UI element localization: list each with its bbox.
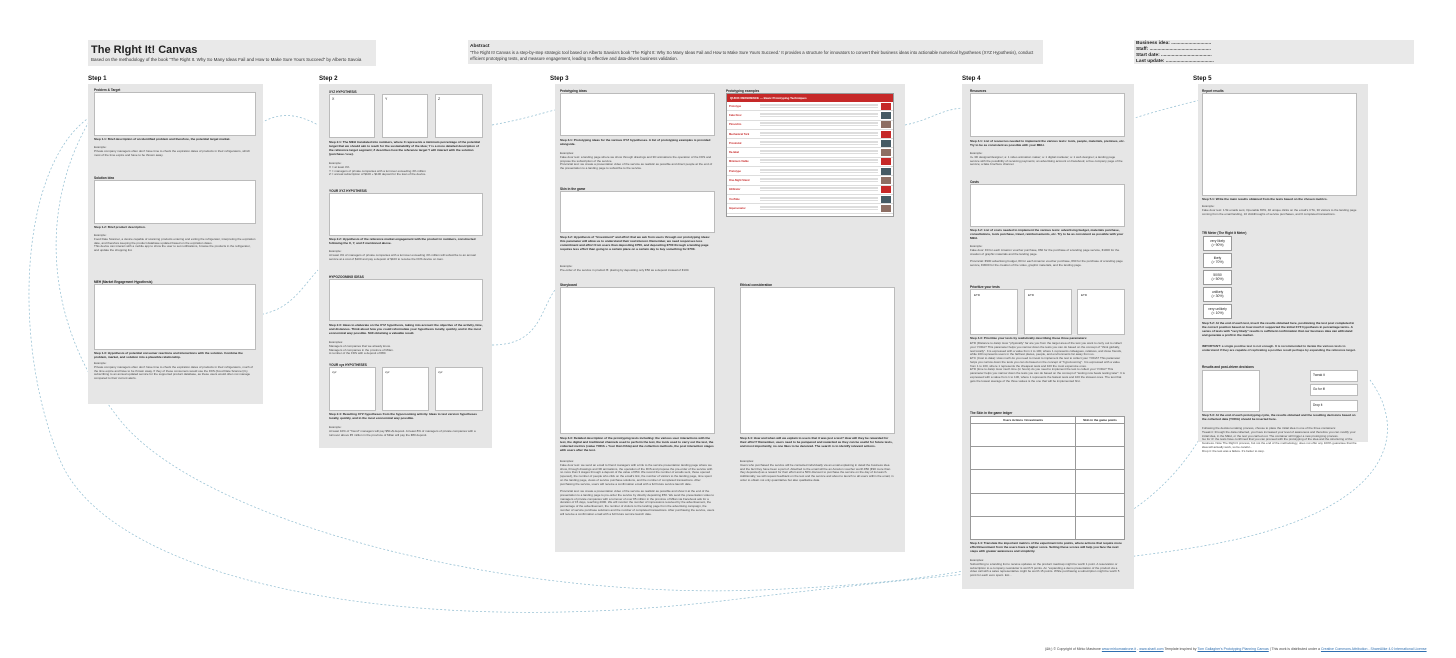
step-3-2-example: Example: Pre-order of the service in product B: placing by depositing only €50 as a deposit instead of €100. xyxy=(560,264,690,272)
tri-meter-unlikely[interactable]: unlikely (> 30%) xyxy=(1203,287,1232,302)
solution-idea-box[interactable] xyxy=(94,180,256,224)
step-4-1-prompt: Step 4.1: List of resources needed to implement the various tests: tools, people, materials, premises, etc. Try to be as consistent as possible with your MEH. xyxy=(970,139,1125,147)
poster-row-thumb xyxy=(881,121,891,128)
y-label: Y xyxy=(385,97,388,101)
poster-row-lines xyxy=(760,122,878,127)
step-3-4-prompt: Step 3.4: How and when will we explain to users that it was just a test? How will they be rewarded for their effort? Remember, users need to be pampered and rewarded as they can be useful for future tests, and most importantly, no one likes to be deceived. The search is to identify relevant actions. xyxy=(740,436,893,448)
test-priority-box-3[interactable] xyxy=(1077,289,1125,335)
poster-row xyxy=(727,176,893,185)
step-3-1-prompt: Step 3.1: Prototyping ideas for the various XYZ hypotheses. A list of prototyping examples is provided alongside. xyxy=(560,138,711,146)
poster-row-lines xyxy=(760,141,878,146)
abstract-text: “The Right It! Canvas is a step-by-step strategic tool based on Alberto Savoia's book 'The Right It: Why So Many Ideas Fail and How to Make Sure Yours Succeed.' It provides a structure for innovators to convert their business ideas into actionable numerical hypotheses (XYZ Hypothesis), conduct efficient prototyping tests, and measure engagement, leading to effective and data-driven business validation. xyxy=(470,50,1034,61)
poster-row-thumb xyxy=(881,112,891,119)
poster-row xyxy=(727,195,893,204)
xyz-box-2[interactable] xyxy=(382,367,429,411)
costs-box[interactable] xyxy=(970,184,1125,227)
poster-row-thumb xyxy=(881,168,891,175)
poster-row-thumb xyxy=(881,205,891,212)
test-priority-box-2[interactable] xyxy=(1024,289,1072,335)
ledger-row[interactable] xyxy=(971,447,1125,470)
xyz-label-1: xyz xyxy=(332,370,337,374)
ledger-row[interactable] xyxy=(971,424,1125,447)
footer-link-sharli[interactable]: www.sharli.com xyxy=(1139,647,1164,651)
go-for-it-box[interactable]: Go for it! xyxy=(1310,384,1358,396)
poster-row-lines xyxy=(760,150,878,155)
step-1-label: Step 1 xyxy=(88,75,107,82)
poster-title: QUICK REFERENCE — Basic Prototyping Techniques xyxy=(727,94,893,102)
page-title: The RIght It! Canvas xyxy=(91,44,198,56)
costs-label: Costs xyxy=(970,180,979,184)
ledger-header-points: Skin in the game points xyxy=(1076,417,1125,424)
step-4-4-prompt: Step 4.4: Translate the important metrics of the experiment into points, where actions that require more effort/investment from the users have a higher score. Setting these scores will help you face the next steps with greater awareness and simplicity. xyxy=(970,541,1122,553)
step-3-3-example: Examples: Fake door test: we send an email to friend managers with a link to the service presentation landing page where we show, through drawings and 3D animations, the operation of the FDS and propose the pre-order of the service with no more than 3 stages through a deposit of the value of €50. We record the number of emails sent, those opened (opened), the number of people who click on the email's link, the number of visitors to the landing page, time spent on the landing page, views of service purchase solutions, and the number of completed transactions. After purchasing the service, users will receive a confirmation email with a full future service launch date. Provincial test: we create a presentation video of the service as realistic as possible and show it at the end of the presentation to a landing page to pre-order the service by directly depositing €50. We send the presentation video to managers of private companies with a turnover of over €5 million in the province of Milan via Facebook ads for a duration of 15 days, reaching 2000. We will monitor the number of impressions received by the advertisement, the percentage of the advertisement, the number of visitors to the landing page from the advertising campaign, the number of service purchase solutions and the number of completed transactions. After purchasing the service, users will receive a confirmation email with a full future service launch date. xyxy=(560,459,715,516)
your-xyz-label: YOUR XYZ HYPOTHESIS xyxy=(329,189,367,193)
poster-row-label: Re-label xyxy=(729,151,740,155)
poster-row-label: YouTube xyxy=(729,197,740,201)
meh-box[interactable] xyxy=(94,284,256,350)
poster-row xyxy=(727,102,893,111)
step-4-label: Step 4 xyxy=(962,75,981,82)
hypozooming-label: HYPOZOOMING IDEAS xyxy=(329,275,364,279)
poster-row-thumb xyxy=(881,149,891,156)
poster-row-label: Pinocchio xyxy=(729,123,742,127)
step-4-3-prompt: Step 4.3: Prioritize your tests by realistically describing these three parameters: xyxy=(970,336,1088,340)
step-1-2-prompt: Step 1.2: Brief product description. xyxy=(94,225,146,229)
prototyping-poster xyxy=(726,93,894,217)
poster-row-lines xyxy=(760,132,878,137)
meh-label: MEH (Market Engagement Hypothesis) xyxy=(94,280,153,284)
post-decisions-label: Results and post-driven decisions xyxy=(1202,365,1254,369)
footer-sep: - xyxy=(1136,647,1140,651)
test-priority-box-1[interactable] xyxy=(970,289,1018,335)
tri-meter-label: TRI Meter (The Right It Meter) xyxy=(1202,231,1247,235)
step-5-1-prompt: Step 5.1: Write the main results obtained from the tests based on the chosen metrics. xyxy=(1202,197,1328,201)
storyboard-label: Storyboard xyxy=(560,283,578,287)
poster-row xyxy=(727,186,893,195)
step-2-3-prompt: Step 2.3: Ideas to elaborate on the XYZ hypothesis, taking into account the objective of the activity, time, and distances. Think about how you could reformulate your hypothesis locally, quickly, and in the most economical way possible. Still obtaining a valuable result. xyxy=(329,323,483,335)
tri-meter-50-50[interactable]: 50/50 (> 50%) xyxy=(1203,270,1232,285)
poster-row xyxy=(727,148,893,157)
step-3-3-prompt: Step 3.3: Detailed description of the prototyping tests including: the various user interactions with the test, the digital and traditional channels used to perform the test, the tools used to carry out the test, the collected metrics (value YODA + Your Own DAta) and the collection methods, the post interaction stages with users after the test. xyxy=(560,436,714,452)
step-5-3-prompt: Step 5.3: At the end of each prototyping cycle, the results obtained and the resulting decisions based on the collected data (YODA) should be inserted here. xyxy=(1202,413,1356,421)
poster-row xyxy=(727,139,893,148)
etd-label-2: ETD xyxy=(1028,293,1034,297)
footer-copyright: (&lt;) © Copyright of Mirko Mastrone xyxy=(1045,647,1102,651)
ethical-consideration-box[interactable] xyxy=(740,287,895,434)
step-5-2-prompt: Step 5.2: At the end of each test, insert the results obtained here, positioning the test post completed in the correct position based on how much it supported the initial XYZ hypothesis in percentage terms. A series of tests with "very likely" results is sufficient confirmation that our business idea can withstand and generate a profit in the market. xyxy=(1202,321,1355,337)
x-label: X xyxy=(332,97,335,101)
poster-rows xyxy=(727,102,893,214)
skin-ledger-table[interactable] xyxy=(970,416,1125,540)
footer-license-text: | This work is distributed under a xyxy=(1268,647,1321,651)
tweak-it-box[interactable]: Tweak it xyxy=(1310,370,1358,382)
poster-row-thumb xyxy=(881,131,891,138)
poster-row-label: Fake Door xyxy=(729,113,742,117)
drop-it-box[interactable]: Drop it xyxy=(1310,400,1358,412)
step-5-2-note: IMPORTANT: a single positive test is not enough. It is recommended to iterate the various tests to understand if they are capable of replicating a positive result perhaps by expanding the reference target. xyxy=(1202,344,1356,352)
footer-inspired: Template inspired by xyxy=(1163,647,1198,651)
resources-box[interactable] xyxy=(970,93,1125,137)
poster-row-label: Mechanical Turk xyxy=(729,132,750,136)
poster-row xyxy=(727,121,893,130)
poster-row xyxy=(727,130,893,139)
xyz-label-2: xyz xyxy=(385,370,390,374)
xyz-hypothesis-label: XYZ HYPOTHESIS xyxy=(329,90,357,94)
step-2-4-prompt: Step 2.4: Resulting XYZ hypotheses from the hypozooming activity. Ideas to test version hypotheses locally, quickly, and in the most economical way possible. xyxy=(329,412,477,420)
step-3-4-example: Examples: Users who purchased the service will be contacted individually via an email explaining in detail the business idea and the fact they have been a part of. Attached to the email will be an Amazon voucher worth €50 (€90 more than they deposited) as a reward for their effort and a 50% discount to purchase the service on the day of its launch. Additionally, we will request feedback on the test and the service and about to launch to all users within the email, in order to obtain not only quantitative but also qualitative data. xyxy=(740,459,894,482)
poster-row-lines xyxy=(760,206,878,211)
ledger-row[interactable] xyxy=(971,470,1125,493)
ledger-row[interactable] xyxy=(971,516,1125,539)
poster-row xyxy=(727,204,893,213)
poster-row-thumb xyxy=(881,158,891,165)
poster-row-lines xyxy=(760,169,878,174)
step-1-3-prompt: Step 1.3: Hypothesis of potential consumer reactions and interactions with the solution. Combine the problem, market, and solution into a plausible relationship. xyxy=(94,351,243,359)
page-subtitle: Based on the methodology of the book “The Right It. Why So Many Ideas Fail and How to Make Sure Yours Succeed” by Alberto Savoia xyxy=(91,57,362,62)
prototyping-ideas-box[interactable] xyxy=(560,93,715,136)
step-2-1-example: Example: X = at least 4% Y = managers of private companies with a turnover exceeding 4% million Z = annual subscription of $100 + $100 deposit for the loan of the device. xyxy=(329,161,427,177)
step-5-1-example: Example: Fake door test: 1.5k emails sent, Openable 80%, 40 unique clicks on the email's CTA, 30 visitors to the landing page coming from the email landing, 10 clickthroughs of service purchases, and 0 completed transactions. xyxy=(1202,204,1357,216)
step-1-2-example: Example: Food Date Scanner, a device capable of scanning products entering and exiting the refrigerator, interpreting the expiration date, and therefore keeping the product database updated based on the expiration dates. This device can interact with a mobile app to show the user to set notifications, browse the products in the refrigerator, and update the shopping list. xyxy=(94,233,256,252)
poster-row-thumb xyxy=(881,177,891,184)
staff-field[interactable]: Staff: .............................................. xyxy=(1136,47,1211,52)
x-box[interactable] xyxy=(329,94,375,138)
poster-row xyxy=(727,111,893,120)
poster-row-lines xyxy=(760,113,878,118)
abstract-label: Abstract xyxy=(470,44,490,49)
xyz-label-3: xyz xyxy=(438,370,443,374)
poster-row-thumb xyxy=(881,140,891,147)
z-label: Z xyxy=(438,97,441,101)
xyz-box-3[interactable] xyxy=(435,367,483,411)
step-4-2-prompt: Step 4.2: List of costs needed to implement the various tests: advertising budget, materials purchase, consultations, tools purchase, travel, reimbursements, etc. Try to be as consistent as possible with your MEH. xyxy=(970,228,1124,240)
report-results-box[interactable] xyxy=(1202,93,1357,196)
step-2-4-example: Example: At least 10% of "friend" managers will pay $50+$ deposit. At least 8% of managers of private companies with a turnover above €5 million in the province of Milan will pay the €80 deposit. xyxy=(329,425,476,437)
step-4-1-example: Example: 3+ 3D designer/designer; a: 1 video animation maker; a: 1 digital marketer; a: 1 web designer; a landing page service with the possibility of receiving payments; an advertising account on Facebook; a free company page of the service; a fake brochure channel. xyxy=(970,151,1123,167)
poster-row-thumb xyxy=(881,103,891,110)
skin-in-game-box[interactable] xyxy=(560,191,715,233)
step-2-1-prompt: Step 2.1: The MEH translated into numbers, where X represents a minimum percentage of the potential target that we should aim to reach for the sustainability of the idea; Y is a more detailed description of the reference target segment; Z describes how the reference target Y will interact with the solution (purchase / use). xyxy=(329,140,480,156)
solution-idea-label: Solution idea xyxy=(94,176,115,180)
problem-target-label: Problem & Target xyxy=(94,88,121,92)
step-3-1-example: Examples: Fake door test: a landing page where we show through drawings and 3D animations the operation of the FDS and propose the subscription of the service. Provincial test: we create a presentation video of the service as realistic as possible and direct people at the end of the presentation to a landing page to subscribe to the service. xyxy=(560,151,713,170)
skin-ledger-label: The Skin in the game ledger xyxy=(970,411,1013,415)
ledger-header-actions: Users Actions / Investments xyxy=(971,417,1076,424)
poster-row-lines xyxy=(760,178,878,183)
poster-row-label: One-Night Stand xyxy=(729,179,750,183)
etd-label-1: ETD xyxy=(974,293,980,297)
z-box[interactable] xyxy=(435,94,483,138)
prototyping-ideas-label: Prototyping ideas xyxy=(560,89,587,93)
your-xyz-hypotheses-label: YOUR xyz HYPOTHESES xyxy=(329,363,367,367)
prioritize-tests-label: Prioritize your tests xyxy=(970,285,1000,289)
decisions-box[interactable] xyxy=(1202,370,1260,412)
your-xyz-box[interactable] xyxy=(329,193,483,236)
step-4-3-example: ETD (Distance to data): How "physically" far are you from the target area of the test you want to carry out to collect your YODA? This parameter helps you narrow down the tests you can do based on the concept of "think globally, test locally". It is expressed with a value from 1 to 100, where 1 represents colleagues, relatives, and close friends, while 100 represents users in the farthest places, people, and environments far away from us. ETC (Cost to data): How much do you need to invest to implement the test to collect your YODA? This parameter helps you narrow down the tests you can do based on the concept of "hypozooming". It is expressed with a value from 1 to 100, where 1 represents the cheapest tests and 100 the most expensive ones. ETD (time to data): How much time (in hours) do you need to implement the test to collect your YODA? This parameter helps you narrow down the tests you can do based on the concept of "testing now beats testing later". It is expressed with a value from 1 to 100, where 1 represents the fastest tests and 100 the slowest ones. The test that gets the lowest average of the three values is the one that will be implemented first. xyxy=(970,341,1125,383)
etd-label-3: ETD xyxy=(1081,293,1087,297)
step-2-label: Step 2 xyxy=(319,75,338,82)
footer-link-template[interactable]: Tom Gallagher's Prototyping Planning Canvas xyxy=(1197,647,1269,651)
poster-row-lines xyxy=(760,104,878,109)
footer-link-site[interactable]: www.mirkomastrone.it xyxy=(1101,647,1137,651)
step-2-2-example: Example: At least 4% of managers of private companies with a turnover exceeding 4% million will subscribe to an annual service at a cost of $100 and pay a deposit of $100 to receive the FDS device on loan. xyxy=(329,249,476,261)
poster-row xyxy=(727,167,893,176)
tri-meter-very-likely[interactable]: very likely (> 90%) xyxy=(1203,236,1232,251)
step-2-3-example: Examples: Managers of companies that we already know. Managers of companies in the province of Milan. A number of the FDS with a deposit of €80. xyxy=(329,340,394,356)
poster-row-lines xyxy=(760,197,878,202)
poster-row-label: Pretotype xyxy=(729,169,741,173)
poster-row-lines xyxy=(760,187,878,192)
step-5-3-example: Following the decision-making process, choose to place the initial idea in one of the three containers: Tweak it: through the data collected, you have increased your level of awareness and therefore you can modify your initial idea, in the MEH, or the test you carried out. The container will trigger a new prototyping process. Go for it!: the tests have confirmed that you can proceed with the prototyping of the idea and the structuring of the business. Note The Right It process, but not the end of the methodology, does not offer any 100% guarantee that the idea will actually work, so be careful... Drop it: the test was a failure. It's better to stop. xyxy=(1202,426,1357,453)
hypozooming-box[interactable] xyxy=(329,279,483,321)
poster-row-label: Impersonator xyxy=(729,206,746,210)
step-4-4-example: Examples: Subscribing to a landing list to receive updates on the product roadmap might be worth 1 point. A reservation or subscription to a company newsletter is worth 5 points. An "expanding a demo presentation of the product via a video call with a sales representative might be worth 15 points. While purchasing a subscription might be worth 5 point for each euro spent. Etc... xyxy=(970,558,1120,577)
step-2-2-prompt: Step 2.2: Hypothesis of the reference market engagement with the product in numbers, constructed following the X, Y, and Z mentioned above. xyxy=(329,237,476,245)
title-banner xyxy=(88,40,376,66)
poster-row-label: Prototype xyxy=(729,104,742,108)
report-results-label: Report results xyxy=(1202,89,1224,93)
step-5-label: Step 5 xyxy=(1193,75,1212,82)
step-1-3-example: Example: Private company managers often don't have time to check the expiration dates of products in their refrigerators, much of the time expire and have to be thrown away. If they of these consumers would use the FDS (Food Date Scanner) by subscribing to an annual updated service for the supported product database, as these users would often not manage compared to their current alerts. xyxy=(94,361,253,380)
step-1-1-prompt: Step 1.1: Brief description of an identified problem and therefore, the potential target market. xyxy=(94,137,231,141)
ledger-row[interactable] xyxy=(971,493,1125,516)
step-3-2-prompt: Step 3.2: Hypothesis of "investment" and effort that we ask from users through our prototyping ideas: this parameter will allow us to understand their real interest. Remember, we need responses less commitment and effort from users than depositing €700, and depositing €700 through a landing page requires less effort than going to a certain place on a certain day to buy something for €700. xyxy=(560,235,711,251)
poster-row-thumb xyxy=(881,196,891,203)
abstract-banner xyxy=(468,40,1043,64)
xyz-box-1[interactable] xyxy=(329,367,376,411)
poster-row xyxy=(727,158,893,167)
y-box[interactable] xyxy=(382,94,428,138)
start-date-field[interactable]: Start date: ...................................... xyxy=(1136,53,1212,58)
tri-meter-likely[interactable]: likely (> 70%) xyxy=(1203,253,1232,268)
poster-row-label: Provincial xyxy=(729,141,742,145)
step-3-label: Step 3 xyxy=(550,75,569,82)
tri-meter-very-unlikely[interactable]: very unlikely (< 10%) xyxy=(1203,304,1232,319)
poster-row-label: Infiltrator xyxy=(729,188,741,192)
skin-in-game-label: Skin in the game xyxy=(560,187,586,191)
resources-label: Resources xyxy=(970,89,987,93)
storyboard-box[interactable] xyxy=(560,287,715,434)
footer xyxy=(1045,647,1427,651)
poster-row-thumb xyxy=(881,186,891,193)
prototyping-examples-label: Prototyping examples xyxy=(726,89,760,93)
poster-row-lines xyxy=(760,159,878,164)
business-idea-field[interactable]: Business idea: .............................. xyxy=(1136,41,1212,46)
step-4-2-example: Example: Fake door: €0 for each Amazon voucher purchase, €60 for the purchase of a landing page service, €1000 for the creation of graphic materials and the landing page. Provincial: €900 advertising budget, €0 for each Amazon voucher purchase, €60 for the purchase of a landing page service, €3000 for the creation of the video, graphic materials, and the landing page. xyxy=(970,244,1123,267)
ethical-consideration-label: Ethical consideration xyxy=(740,283,773,287)
step-1-1-example: Example: Private company managers often don't have time to check the expiration dates of products in their refrigerators, which most of the time expire and have to be thrown away. xyxy=(94,145,250,157)
footer-link-license[interactable]: Creative Commons Attribution - ShareAlike 4.0 International License xyxy=(1320,647,1427,651)
poster-row-label: Minimum Viable xyxy=(729,160,749,164)
problem-target-box[interactable] xyxy=(94,92,256,136)
last-update-field[interactable]: Last update: .................................... xyxy=(1136,59,1214,64)
